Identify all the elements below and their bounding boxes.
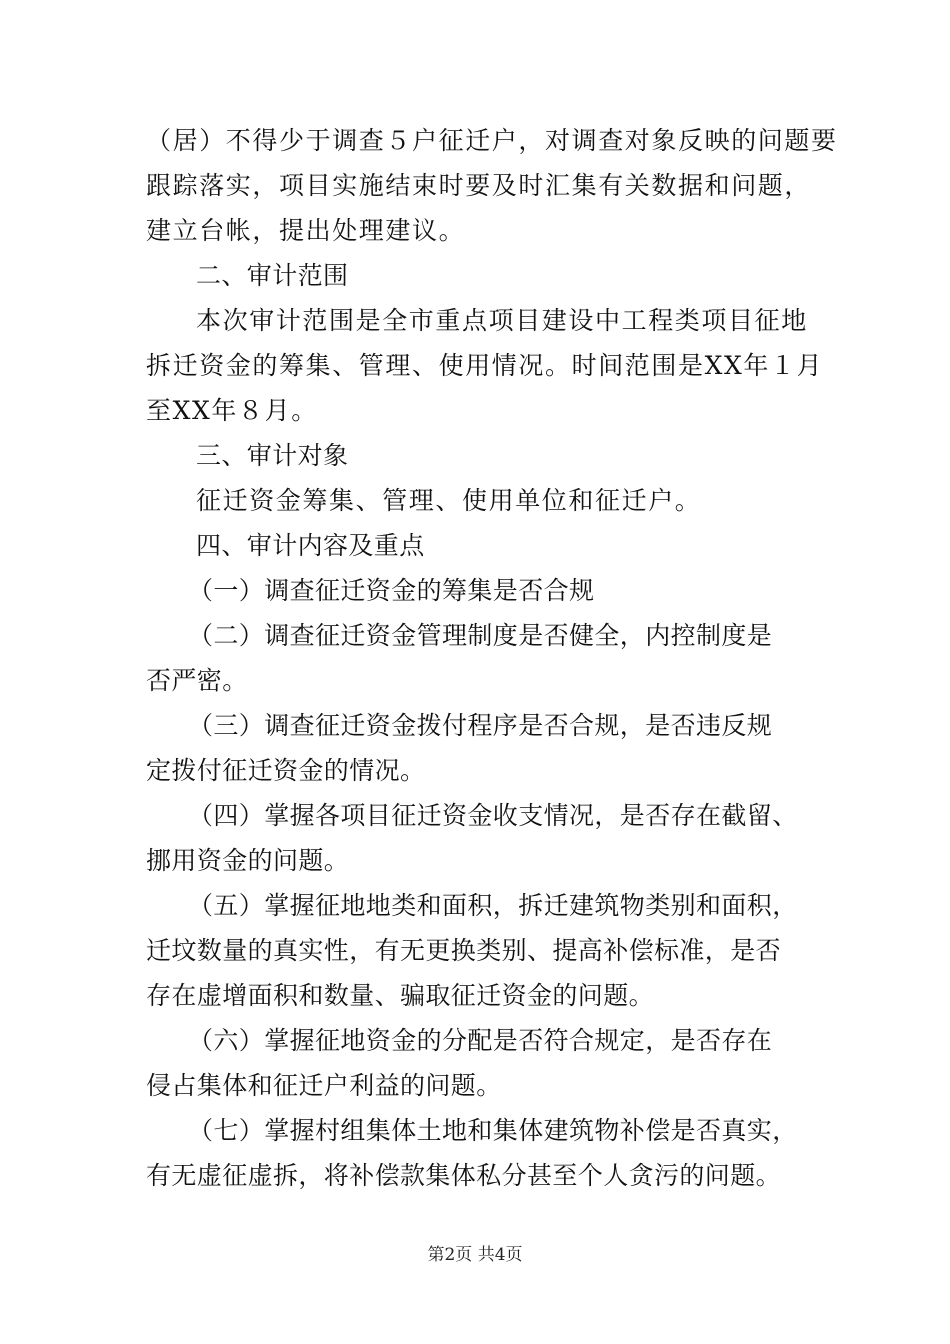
- document-body: [146, 118, 838, 1198]
- list-item-line: （六）掌握征地资金的分配是否符合规定，是否存在: [188, 1026, 773, 1055]
- list-item-line: 存在虚增面积和数量、骗取征迁资金的问题。: [146, 981, 655, 1010]
- list-item-line: 侵占集体和征迁户利益的问题。: [146, 1071, 502, 1100]
- text-line: 至XX年８月。: [146, 396, 318, 425]
- text-line: 本次审计范围是全市重点项目建设中工程类项目征地: [196, 306, 808, 335]
- text-line: 跟踪落实，项目实施结束时要及时汇集有关数据和问题，: [146, 171, 812, 200]
- text-line: 征迁资金筹集、管理、使用单位和征迁户。: [196, 486, 702, 515]
- list-item-line: （一）调查征迁资金的筹集是否合规: [188, 576, 595, 605]
- list-item-line: 否严密。: [146, 666, 248, 695]
- text-line: 拆迁资金的筹集、管理、使用情况。时间范围是XX年１月: [146, 351, 824, 380]
- list-item-line: 挪用资金的问题。: [146, 846, 350, 875]
- list-item-line: 有无虚征虚拆，将补偿款集体私分甚至个人贪污的问题。: [146, 1161, 782, 1190]
- list-item-line: （七）掌握村组集体土地和集体建筑物补偿是否真实，: [188, 1116, 798, 1145]
- list-item-line: （三）调查征迁资金拨付程序是否合规，是否违反规: [188, 711, 773, 740]
- text-line: 建立台帐，提出处理建议。: [146, 216, 466, 245]
- text-line: （居）不得少于调查５户征迁户，对调查对象反映的问题要: [146, 126, 838, 155]
- list-item-line: （二）调查征迁资金管理制度是否健全，内控制度是: [188, 621, 773, 650]
- list-item-line: 迁坟数量的真实性，有无更换类别、提高补偿标准，是否: [146, 936, 782, 965]
- list-item-line: （五）掌握征地地类和面积，拆迁建筑物类别和面积，: [188, 891, 798, 920]
- list-item-line: （四）掌握各项目征迁资金收支情况，是否存在截留、: [188, 801, 798, 830]
- section-heading: 三、审计对象: [196, 441, 349, 470]
- page-number-footer: 第2页 共4页: [427, 1245, 523, 1265]
- section-heading: 二、审计范围: [196, 261, 349, 290]
- list-item-line: 定拨付征迁资金的情况。: [146, 756, 426, 785]
- section-heading: 四、审计内容及重点: [196, 531, 425, 560]
